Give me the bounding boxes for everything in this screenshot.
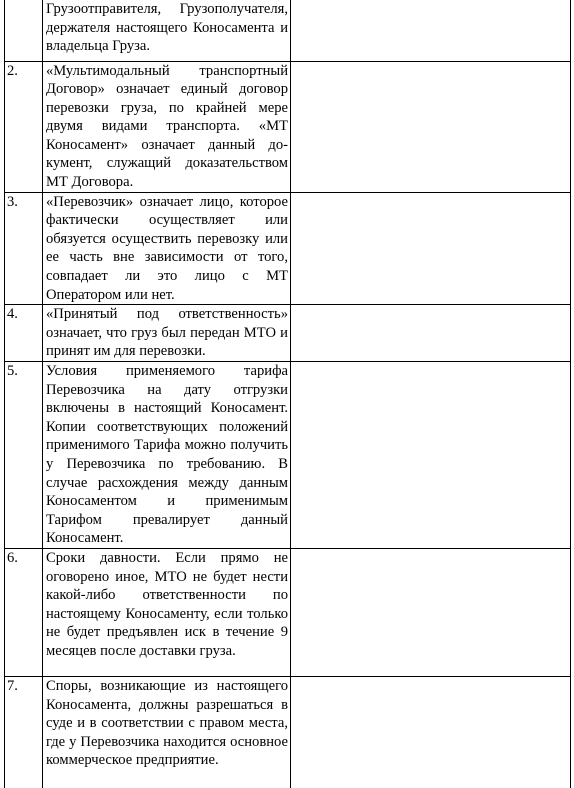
- clauses-table: [4, 0, 571, 788]
- table-row: [5, 0, 571, 61]
- empty-cell: [291, 61, 571, 192]
- clause-text: Грузоотправителя, Грузополучателя, держателя настоящего Коносамента и владельца Груза.: [46, 1, 288, 55]
- clause-text-cell: [43, 305, 291, 362]
- row-number: 5.: [7, 363, 18, 379]
- table-row: [5, 676, 571, 788]
- row-number-cell: [5, 61, 43, 192]
- empty-cell: [291, 0, 571, 61]
- clause-text: Споры, возникающие из настоящего Коносамента, должны разрешаться в суде и в соответствии с правом места, где у Перевозчика находится основное коммерческое предприятие.: [46, 677, 288, 769]
- clause-text-cell: [43, 362, 291, 549]
- empty-cell: [291, 192, 571, 305]
- empty-cell: [291, 548, 571, 676]
- row-number-cell: [5, 192, 43, 305]
- clause-text-cell: [43, 0, 291, 61]
- table-row: [5, 548, 571, 676]
- row-number: 4.: [7, 306, 18, 323]
- table-row: [5, 61, 571, 192]
- row-number: 2.: [7, 62, 18, 79]
- clause-text: Сроки давности. Если прямо не оговорено иное, МТО не будет нести какой-либо ответственности по настоящему Коносаменту, если только не будет предъявлен иск в течение 9 месяцев после доставки груза.: [46, 549, 288, 659]
- clause-text-cell: [43, 61, 291, 192]
- row-number-cell: [5, 676, 43, 788]
- row-number-cell: [5, 0, 43, 61]
- clause-text: «Перевозчик» означает лицо, которое фактически осуществляет или обязуется осуществить перевозку или ее часть вне зависимости от того, совпадает ли это лицо с МТ Оператором или нет.: [46, 193, 288, 303]
- clause-text: «Мультимодальный транспортный Договор» означает единый договор перевозки груза, по крайней мере двумя видами транспорта. «МТ Коносамент» означает данный документ, служащий доказательством МТ Договора.: [46, 62, 288, 191]
- clause-text: «Принятый под ответственность» означает, что груз был передан МТО и принят им для перевозки.: [46, 306, 288, 360]
- clause-text: Условия применяемого тарифа Перевозчика на дату отгрузки включены в настоящий Коносамент. Копии соответствующих положений применимого Тарифа можно получить у Перевозчика по требованию. В случае расхождения между данным Коносаментом и применимым Тарифом превалирует данный Коносамент.: [46, 363, 288, 547]
- empty-cell: [291, 676, 571, 788]
- row-number-cell: [5, 305, 43, 362]
- row-number-cell: [5, 362, 43, 549]
- empty-cell: [291, 362, 571, 549]
- clause-text-cell: [43, 676, 291, 788]
- row-number-cell: [5, 548, 43, 676]
- empty-cell: [291, 305, 571, 362]
- table-row: [5, 305, 571, 362]
- row-number: 3.: [7, 193, 18, 210]
- clause-text-cell: [43, 192, 291, 305]
- clause-text-cell: [43, 548, 291, 676]
- row-number: 6.: [7, 549, 18, 566]
- table-row: [5, 362, 571, 549]
- table-row: [5, 192, 571, 305]
- row-number: 7.: [7, 677, 18, 694]
